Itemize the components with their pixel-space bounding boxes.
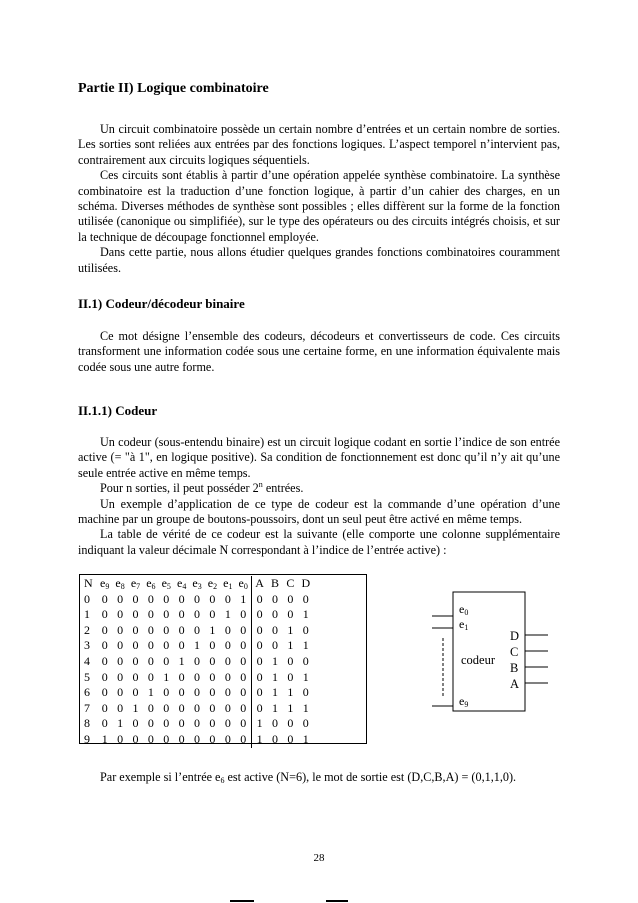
truth-table-body: [84, 592, 313, 748]
table-cell: 0: [132, 591, 139, 606]
table-row: [84, 638, 313, 654]
diagram-output-a: A: [510, 677, 520, 691]
table-cell: 0: [117, 700, 124, 715]
table-cell: 0: [178, 716, 185, 731]
table-cell: 0: [224, 638, 231, 653]
table-cell: 0: [163, 685, 170, 700]
header-e6: $e_6$: [146, 576, 156, 591]
table-cell: 0: [147, 669, 154, 684]
table-cell: 0: [178, 607, 185, 622]
table-cell: 1: [101, 731, 108, 746]
header-a: A: [251, 576, 267, 592]
diagram-output-d: D: [510, 629, 520, 643]
table-cell: 1: [147, 685, 154, 700]
table-cell: 0: [209, 669, 216, 684]
table-cell: 1: [224, 607, 231, 622]
table-cell: 1: [178, 653, 185, 668]
header-e0: $e_0$: [238, 576, 248, 591]
table-cell: 1: [271, 669, 278, 684]
table-cell: 1: [84, 607, 90, 622]
table-cell: 0: [209, 700, 216, 715]
table-cell: 0: [209, 653, 216, 668]
table-cell: 1: [271, 700, 278, 715]
header-e8: $e_8$: [115, 576, 125, 591]
table-cell: 1: [271, 653, 278, 668]
table-row: [84, 732, 313, 748]
table-cell: 0: [194, 591, 201, 606]
table-cell: 0: [163, 591, 170, 606]
header-e7: $e_7$: [130, 576, 141, 591]
table-cell: 0: [240, 669, 247, 684]
table-cell: 1: [302, 607, 309, 622]
table-cell: 0: [147, 622, 154, 637]
table-cell: 1: [251, 716, 267, 732]
table-row: [84, 685, 313, 701]
table-cell: 0: [271, 716, 278, 731]
table-cell: 0: [240, 607, 247, 622]
table-cell: 0: [287, 716, 294, 731]
table-cell: 0: [147, 716, 154, 731]
table-cell: 0: [147, 731, 154, 746]
table-cell: 5: [84, 669, 90, 684]
table-cell: 1: [302, 638, 309, 653]
table-cell: 0: [224, 700, 231, 715]
table-cell: 0: [209, 716, 216, 731]
table-row: [84, 716, 313, 732]
table-cell: 0: [209, 685, 216, 700]
table-cell: 0: [287, 731, 294, 746]
table-cell: 0: [302, 685, 309, 700]
table-cell: 0: [147, 591, 154, 606]
header-e1: $e_1$: [223, 576, 233, 591]
header-e4: $e_4$: [176, 576, 187, 591]
table-cell: 0: [132, 653, 139, 668]
table-cell: 0: [132, 685, 139, 700]
table-cell: 0: [132, 607, 139, 622]
table-cell: 0: [209, 607, 216, 622]
header-d: D: [301, 576, 311, 590]
table-cell: 0: [132, 731, 139, 746]
intro-paragraph-1: Un circuit combinatoire possède un certain nombre d’entrées et un certain nombre de sorties. Les sorties sont reliées aux entrées par des fonctions logiques. L’aspect temporel n’intervient pas, contrairement aux circuits logiques séquentiels.: [78, 122, 560, 167]
table-cell: 0: [194, 622, 201, 637]
table-cell: 0: [251, 701, 267, 717]
table-cell: 0: [163, 653, 170, 668]
table-cell: 0: [117, 638, 124, 653]
table-cell: 0: [163, 638, 170, 653]
table-cell: 0: [240, 638, 247, 653]
table-cell: 0: [209, 591, 216, 606]
table-cell: 0: [117, 653, 124, 668]
page-number: 28: [313, 852, 325, 864]
table-cell: 0: [271, 638, 278, 653]
table-cell: 0: [224, 669, 231, 684]
footer-line-left: [230, 900, 254, 902]
table-cell: 0: [178, 685, 185, 700]
table-cell: 0: [271, 607, 278, 622]
table-cell: 0: [194, 669, 201, 684]
table-cell: 0: [178, 731, 185, 746]
table-cell: 0: [224, 591, 231, 606]
table-cell: 8: [84, 716, 90, 731]
table-cell: 0: [302, 622, 309, 637]
table-cell: 0: [251, 623, 267, 639]
table-cell: 0: [194, 731, 201, 746]
table-cell: 0: [209, 638, 216, 653]
table-cell: 0: [147, 653, 154, 668]
table-row: [84, 670, 313, 686]
table-cell: 0: [101, 653, 108, 668]
table-cell: 0: [101, 685, 108, 700]
table-cell: 1: [287, 700, 294, 715]
table-cell: 1: [271, 685, 278, 700]
table-cell: 0: [271, 622, 278, 637]
table-cell: 0: [240, 700, 247, 715]
codeur-paragraph-3: Un exemple d’application de ce type de codeur est la commande d’une opération d’une machine par un groupe de boutons-poussoirs, dont un seul peut être activé en même temps.: [78, 496, 560, 527]
table-cell: 0: [251, 607, 267, 623]
table-cell: 0: [302, 653, 309, 668]
example-sentence: Par exemple si l’entrée $e_6$ est active (N=6), le mot de sortie est (D,C,B,A) = (0,1,1,0).: [100, 770, 517, 785]
table-cell: 0: [251, 670, 267, 686]
header-e9: $e_9$: [100, 576, 110, 591]
table-cell: 1: [287, 685, 294, 700]
table-row: [84, 623, 313, 639]
table-cell: 0: [287, 669, 294, 684]
truth-table-header: [84, 576, 313, 592]
table-row: [84, 701, 313, 717]
table-cell: 0: [132, 622, 139, 637]
table-cell: 0: [163, 607, 170, 622]
intro-paragraph-2: Ces circuits sont établis à partir d’une opération appelée synthèse combinatoire. La synthèse combinatoire est la traduction d’une fonction logique, à partir d’un cahier des charges, en un schéma. Diverses méthodes de synthèse sont possibles ; elles diffèrent sur la forme de la fonction utilisée (canonique ou simplifiée), sur le type des opérateurs ou des circuits intégrés choisis, et sur la technique de découpage fonctionnel employée.: [78, 168, 560, 244]
header-b: B: [270, 576, 279, 590]
table-cell: 0: [224, 653, 231, 668]
header-e5: $e_5$: [161, 576, 171, 591]
table-cell: 0: [101, 669, 108, 684]
intro-section: [78, 122, 560, 276]
diagram-output-c: C: [510, 645, 519, 659]
table-cell: 0: [302, 716, 309, 731]
codeur-paragraph-4: La table de vérité de ce codeur est la suivante (elle comporte une colonne supplémentaire indiquant la valeur décimale N correspondant à l’indice de l’entrée active) :: [78, 527, 560, 557]
table-cell: 0: [178, 591, 185, 606]
table-cell: 1: [240, 591, 247, 606]
table-cell: 0: [117, 622, 124, 637]
table-cell: 0: [178, 638, 185, 653]
table-cell: 1: [302, 700, 309, 715]
table-cell: 0: [101, 607, 108, 622]
table-cell: 0: [163, 731, 170, 746]
table-cell: 1: [302, 731, 309, 746]
table-cell: 0: [117, 685, 124, 700]
header-n: N: [84, 576, 93, 590]
table-cell: 0: [147, 638, 154, 653]
table-cell: 0: [84, 591, 90, 606]
table-cell: 4: [84, 653, 90, 668]
page-title: Partie II) Logique combinatoire: [78, 81, 269, 96]
table-cell: 0: [117, 731, 124, 746]
table-cell: 0: [251, 685, 267, 701]
table-cell: 0: [271, 731, 278, 746]
table-cell: 0: [117, 607, 124, 622]
table-cell: 0: [287, 607, 294, 622]
codeur-decodeur-paragraph: Ce mot désigne l’ensemble des codeurs, décodeurs et convertisseurs de code. Ces circuits transforment une information codée sous une certaine forme, en une information équivalente mais codée sous une autre forme.: [78, 329, 560, 374]
header-e2: $e_2$: [207, 576, 218, 591]
table-cell: 0: [251, 638, 267, 654]
footer-line-right: [326, 900, 348, 902]
table-cell: 0: [101, 716, 108, 731]
diagram-codeur-label: codeur: [461, 653, 496, 667]
header-e3: $e_3$: [192, 576, 202, 591]
table-cell: 0: [224, 716, 231, 731]
section-heading-codeur-decodeur: II.1) Codeur/décodeur binaire: [78, 296, 245, 311]
table-cell: 3: [84, 638, 90, 653]
table-cell: 1: [251, 732, 267, 748]
section-codeur: [78, 435, 560, 558]
diagram-output-b: B: [510, 661, 519, 675]
table-cell: 0: [163, 622, 170, 637]
table-cell: 0: [194, 716, 201, 731]
table-cell: 0: [117, 669, 124, 684]
section-heading-codeur: II.1.1) Codeur: [78, 403, 158, 418]
table-cell: 0: [194, 685, 201, 700]
table-cell: 0: [224, 731, 231, 746]
table-cell: 0: [287, 653, 294, 668]
table-cell: 0: [302, 591, 309, 606]
table-cell: 7: [84, 700, 90, 715]
table-cell: 0: [178, 669, 185, 684]
table-cell: 0: [287, 591, 294, 606]
codeur-paragraph-2: Pour n sorties, il peut posséder 2$^n$ entrées.: [100, 480, 304, 496]
diagram-input-e1: $e_1$: [459, 617, 469, 632]
codeur-paragraph-1: Un codeur (sous-entendu binaire) est un circuit logique codant en sortie l’indice de son entrée active (= "à 1", en logique positive). Sa condition de fonctionnement est donc qu’il n’y ait qu’une seule entrée active en même temps.: [78, 435, 560, 480]
table-cell: 0: [240, 716, 247, 731]
table-cell: 0: [194, 607, 201, 622]
table-cell: 0: [271, 591, 278, 606]
table-cell: 0: [240, 685, 247, 700]
truth-table-frame: [79, 574, 367, 744]
table-cell: 0: [101, 622, 108, 637]
table-cell: 1: [287, 622, 294, 637]
diagram-input-e9: $e_9$: [459, 694, 469, 709]
header-c: C: [286, 576, 295, 590]
table-cell: 0: [209, 731, 216, 746]
table-cell: 6: [84, 685, 90, 700]
table-cell: 0: [101, 700, 108, 715]
table-cell: 1: [194, 638, 201, 653]
table-cell: 1: [132, 700, 139, 715]
table-cell: 0: [240, 653, 247, 668]
truth-table: [84, 576, 313, 748]
table-row: [84, 592, 313, 608]
table-cell: 0: [240, 731, 247, 746]
table-cell: 1: [302, 669, 309, 684]
section-codeur-decodeur: [78, 329, 560, 375]
table-cell: 0: [132, 716, 139, 731]
table-cell: 1: [287, 638, 294, 653]
table-cell: 0: [132, 638, 139, 653]
intro-paragraph-3: Dans cette partie, nous allons étudier quelques grandes fonctions combinatoires couramment utilisées.: [78, 245, 560, 275]
table-row: [84, 607, 313, 623]
table-cell: 2: [84, 622, 90, 637]
diagram-input-e0: $e_0$: [459, 602, 469, 617]
table-cell: 0: [101, 638, 108, 653]
table-cell: 1: [209, 622, 216, 637]
table-cell: 0: [147, 700, 154, 715]
table-cell: 0: [101, 591, 108, 606]
table-cell: 0: [224, 685, 231, 700]
table-cell: 0: [163, 716, 170, 731]
table-cell: 1: [163, 669, 170, 684]
table-cell: 0: [251, 592, 267, 608]
table-cell: 0: [147, 607, 154, 622]
table-cell: 9: [84, 731, 90, 746]
table-cell: 0: [194, 700, 201, 715]
table-cell: 0: [163, 700, 170, 715]
table-cell: 0: [251, 654, 267, 670]
table-cell: 0: [178, 700, 185, 715]
table-cell: 0: [240, 622, 247, 637]
table-row: [84, 654, 313, 670]
table-cell: 0: [178, 622, 185, 637]
table-cell: 0: [132, 669, 139, 684]
table-cell: 0: [194, 653, 201, 668]
table-cell: 1: [117, 716, 124, 731]
table-cell: 0: [224, 622, 231, 637]
table-cell: 0: [117, 591, 124, 606]
